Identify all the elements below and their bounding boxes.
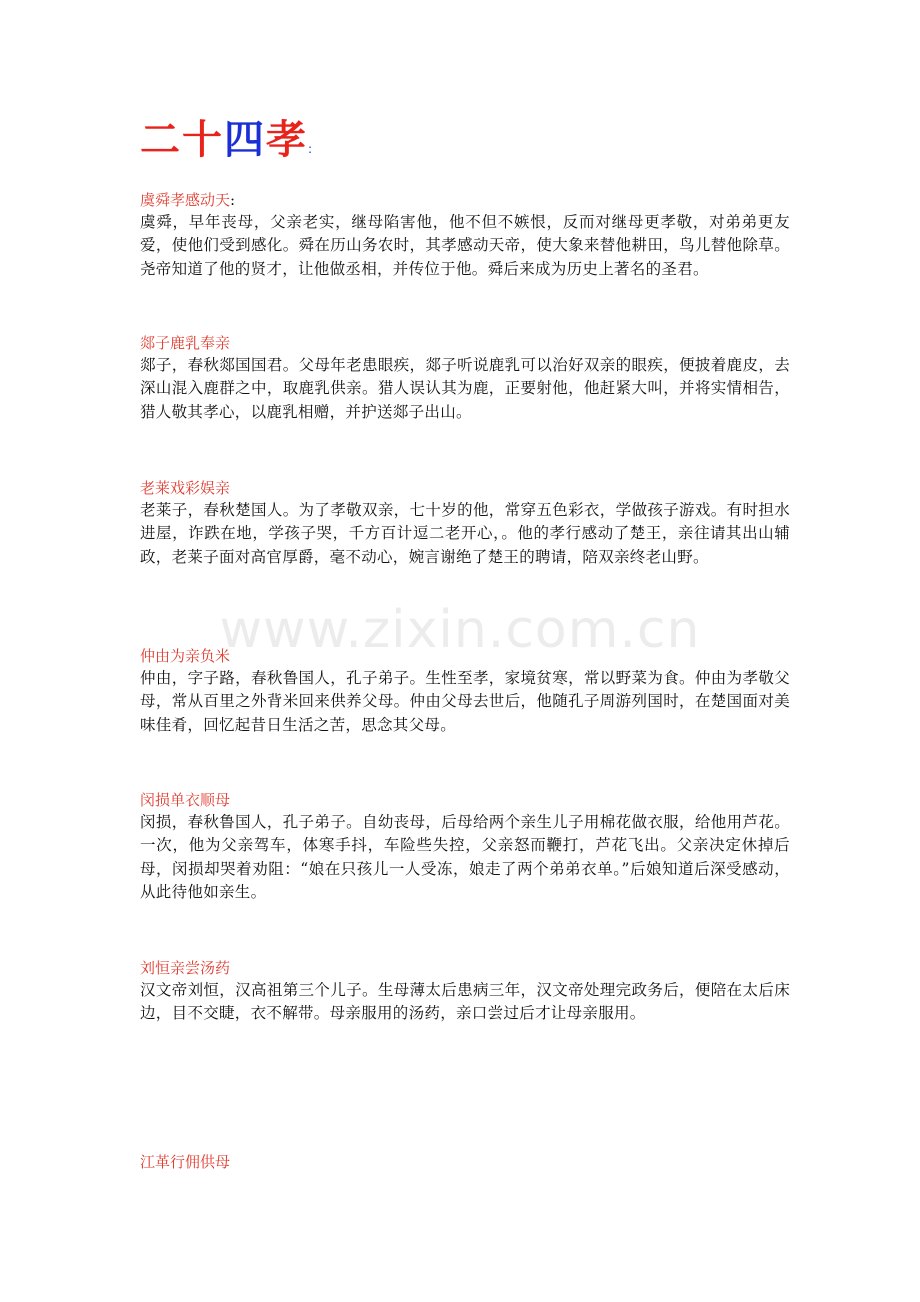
section-heading: 仲由为亲负米: [140, 647, 231, 665]
section-heading: 老莱戏彩娱亲: [140, 479, 231, 497]
section-jiangge: [140, 1151, 790, 1173]
section-zhongyou: [140, 645, 790, 737]
section-minsun: [140, 789, 790, 904]
section-body: 郯子，春秋郯国国君。父母年老患眼疾，郯子听说鹿乳可以治好双亲的眼疾，便披着鹿皮，去深山混入鹿群之中，取鹿乳供亲。猎人误认其为鹿，正要射他，他赶紧大叫，并将实情相告，猎人敬其孝心，以鹿乳相赠，并护送郯子出山。: [140, 356, 790, 421]
page-title: [140, 112, 312, 177]
title-part-blue: 四: [224, 117, 266, 163]
section-heading: 江革行佣供母: [140, 1153, 231, 1171]
section-body: 汉文帝刘恒，汉高祖第三个儿子。生母薄太后患病三年，汉文帝处理完政务后，便陪在太后床边，目不交睫，衣不解带。母亲服用的汤药，亲口尝过后才让母亲服用。: [140, 981, 790, 1023]
section-body: 虞舜，早年丧母，父亲老实，继母陷害他，他不但不嫉恨，反而对继母更孝敬，对弟弟更友爱，使他们受到感化。舜在历山务农时，其孝感动天帝，使大象来替他耕田，鸟儿替他除草。尧帝知道了他的贤才，让他做丞相，并传位于他。舜后来成为历史上著名的圣君。: [140, 213, 790, 278]
section-heading-colon: :: [230, 191, 236, 209]
title-colon: :: [308, 142, 313, 156]
section-yushun: [140, 189, 790, 281]
title-part-red-2: 孝: [266, 117, 308, 163]
title-part-red: 二十: [140, 117, 224, 163]
section-heading: 刘恒亲尝汤药: [140, 959, 231, 977]
section-heading: [140, 189, 790, 211]
section-heading: 郯子鹿乳奉亲: [140, 334, 231, 352]
section-tanzi: [140, 332, 790, 424]
section-body: 老莱子，春秋楚国人。为了孝敬双亲，七十岁的他，常穿五色彩衣，学做孩子游戏。有时担水进屋，诈跌在地，学孩子哭，千方百计逗二老开心，。他的孝行感动了楚王，亲往请其出山辅政，老莱子面对高官厚爵，毫不动心，婉言谢绝了楚王的聘请，陪双亲终老山野。: [140, 501, 790, 566]
section-body: 仲由，字子路，春秋鲁国人，孔子弟子。生性至孝，家境贫寒，常以野菜为食。仲由为孝敬父母，常从百里之外背米回来供养父母。仲由父母去世后，他随孔子周游列国时，在楚国面对美味佳肴，回忆起昔日生活之苦，思念其父母。: [140, 669, 790, 734]
section-liuheng: [140, 957, 790, 1026]
section-laolai: [140, 477, 790, 569]
section-body: 闵损，春秋鲁国人，孔子弟子。自幼丧母，后母给两个亲生儿子用棉花做衣服，给他用芦花。一次，他为父亲驾车，体寒手抖，车险些失控，父亲怒而鞭打，芦花飞出。父亲决定休掉后母，闵损却哭着劝阻：“娘在只孩儿一人受冻，娘走了两个弟弟衣单。”后娘知道后深受感动，从此待他如亲生。: [140, 813, 790, 901]
section-heading-text: 虞舜孝感动天: [140, 191, 231, 209]
section-heading: 闵损单衣顺母: [140, 791, 231, 809]
watermark: www.zixin.com.cn: [219, 600, 701, 660]
